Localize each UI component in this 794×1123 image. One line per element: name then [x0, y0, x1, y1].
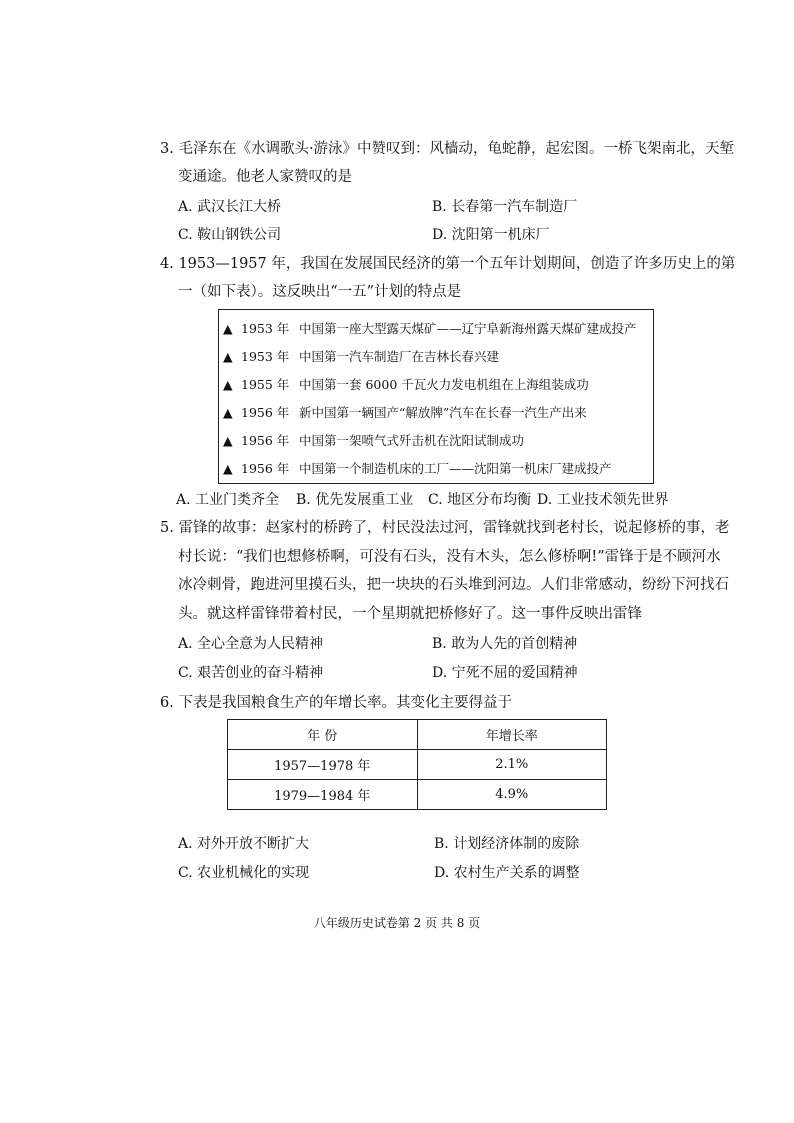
table-header-rate: 年增长率	[417, 720, 607, 750]
timeline-row: ▲ 1956 年 中国第一架喷气式歼击机在沈阳试制成功	[223, 433, 525, 448]
q4-option-d: D. 工业技术领先世界	[537, 492, 669, 508]
table-cell-period: 1979—1984 年	[228, 780, 418, 810]
triangle-bullet-icon: ▲	[223, 321, 233, 336]
q3-option-c: C. 鞍山钢铁公司	[178, 227, 282, 243]
timeline-row: ▲ 1953 年 中国第一汽车制造厂在吉林长春兴建	[223, 349, 500, 364]
q4-option-b: B. 优先发展重工业	[296, 492, 414, 508]
q3-stem-line1: 3. 毛泽东在《水调歌头·游泳》中赞叹到：风樯动，龟蛇静，起宏图。一桥飞架南北，天堑	[160, 141, 735, 157]
timeline-row: ▲ 1953 年 中国第一座大型露天煤矿——辽宁阜新海州露天煤矿建成投产	[223, 321, 637, 336]
q5-stem-line1: 5. 雷锋的故事：赵家村的桥跨了，村民没法过河，雷锋就找到老村长，说起修桥的事，老	[160, 520, 730, 536]
q5-stem-line4: 头。就这样雷锋带着村民，一个星期就把桥修好了。这一事件反映出雷锋	[178, 606, 642, 622]
q5-option-c: C. 艰苦创业的奋斗精神	[178, 665, 324, 681]
q5-stem-line2: 村长说：“我们也想修桥啊，可没有石头，没有木头，怎么修桥啊!”雷锋于是不顾河水	[178, 549, 721, 565]
q6-option-c: C. 农业机械化的实现	[178, 865, 310, 881]
q3-option-a: A. 武汉长江大桥	[178, 199, 282, 215]
q6-stem-line1: 6. 下表是我国粮食生产的年增长率。其变化主要得益于	[160, 695, 512, 711]
table-cell-rate: 4.9%	[417, 780, 607, 810]
triangle-bullet-icon: ▲	[223, 349, 233, 364]
q3-option-b: B. 长春第一汽车制造厂	[432, 199, 578, 215]
table-header-year: 年 份	[228, 720, 418, 750]
table-header-row	[228, 720, 607, 750]
q4-timeline-box	[218, 309, 654, 484]
timeline-row: ▲ 1956 年 中国第一个制造机床的工厂——沈阳第一机床厂建成投产	[223, 461, 612, 476]
table-row	[228, 780, 607, 810]
triangle-bullet-icon: ▲	[223, 461, 233, 476]
triangle-bullet-icon: ▲	[223, 377, 233, 392]
q5-option-b: B. 敢为人先的首创精神	[432, 636, 578, 652]
triangle-bullet-icon: ▲	[223, 433, 233, 448]
q4-option-c: C. 地区分布均衡	[428, 492, 532, 508]
table-cell-period: 1957—1978 年	[228, 750, 418, 780]
q4-stem-line2: 一（如下表）。这反映出“一五”计划的特点是	[178, 284, 462, 300]
q3-option-d: D. 沈阳第一机床厂	[432, 227, 550, 243]
timeline-row: ▲ 1955 年 中国第一套 6000 千瓦火力发电机组在上海组装成功	[223, 377, 589, 392]
q6-growth-table	[227, 719, 607, 810]
table-row	[228, 750, 607, 780]
q5-option-d: D. 宁死不屈的爱国精神	[432, 665, 578, 681]
q5-option-a: A. 全心全意为人民精神	[178, 636, 324, 652]
q6-option-a: A. 对外开放不断扩大	[178, 836, 310, 852]
q5-stem-line3: 冰冷刺骨，跑进河里摸石头，把一块块的石头堆到河边。人们非常感动，纷纷下河找石	[178, 577, 729, 593]
timeline-row: ▲ 1956 年 新中国第一辆国产“解放牌”汽车在长春一汽生产出来	[223, 405, 587, 420]
triangle-bullet-icon: ▲	[223, 405, 233, 420]
q3-stem-line2: 变通途。他老人家赞叹的是	[178, 169, 352, 185]
page-footer: 八年级历史试卷第 2 页 共 8 页	[313, 916, 481, 930]
q4-option-a: A. 工业门类齐全	[176, 492, 280, 508]
q6-option-d: D. 农村生产关系的调整	[434, 865, 580, 881]
q6-option-b: B. 计划经济体制的废除	[434, 836, 580, 852]
table-cell-rate: 2.1%	[417, 750, 607, 780]
q4-stem-line1: 4. 1953—1957 年，我国在发展国民经济的第一个五年计划期间，创造了许多历史上的第	[160, 256, 736, 272]
